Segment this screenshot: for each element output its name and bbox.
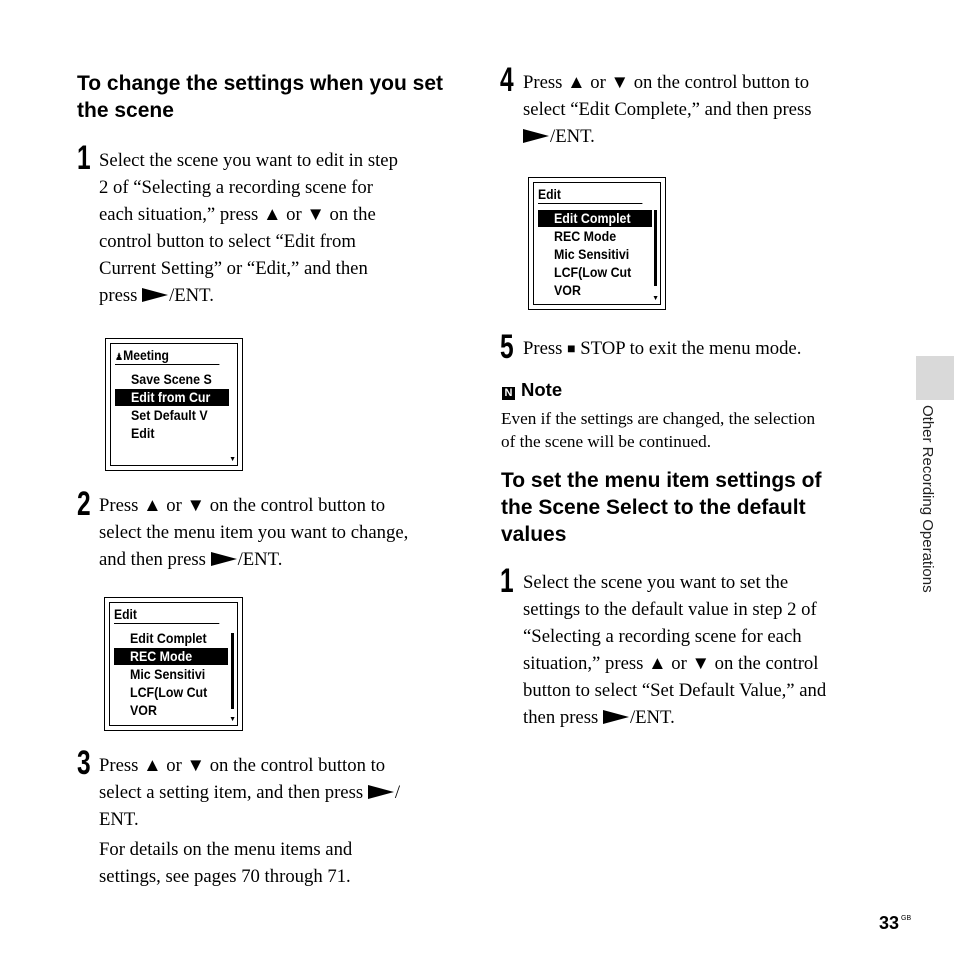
lcd-screen-edit-complete bbox=[528, 177, 666, 310]
play-icon bbox=[142, 288, 168, 302]
note-icon: N bbox=[502, 387, 515, 400]
step-2-text: Press ▲ or ▼ on the control button to select the menu item you want to change, and then press /ENT. bbox=[99, 495, 409, 570]
stop-icon: ■ bbox=[567, 342, 576, 357]
scroll-down-icon: ▼ bbox=[229, 455, 236, 463]
lcd-item: VOR bbox=[554, 283, 581, 298]
step-4-text: Press ▲ or ▼ on the control button to select “Edit Complete,” and then press /ENT. bbox=[523, 72, 812, 147]
step-3-extra-text: For details on the menu items and settings, see pages 70 through 71. bbox=[99, 839, 353, 887]
page-number: 33 $^{GB}$ bbox=[879, 913, 912, 933]
step-number-1: 1 bbox=[77, 139, 91, 177]
lcd-title: Edit bbox=[114, 606, 219, 624]
step-number-1-default: 1 bbox=[500, 562, 514, 600]
lcd-item: Edit Complet bbox=[130, 631, 207, 646]
lcd-title: Edit bbox=[538, 186, 642, 204]
step-number-3: 3 bbox=[77, 744, 91, 782]
note-heading: N Note bbox=[502, 378, 562, 402]
scroll-down-icon: ▼ bbox=[652, 294, 659, 302]
lcd-item: Edit bbox=[131, 426, 155, 441]
lcd-item-selected: REC Mode bbox=[114, 648, 228, 665]
play-icon bbox=[523, 129, 549, 143]
scrollbar bbox=[654, 210, 657, 286]
lcd-item-selected: Edit Complet bbox=[538, 210, 652, 227]
lcd-item: Save Scene S bbox=[131, 372, 212, 387]
step-number-4: 4 bbox=[500, 61, 514, 99]
lcd-item: Set Default V bbox=[131, 408, 208, 423]
step-5-text: Press ■ STOP to exit the menu mode. bbox=[523, 338, 802, 359]
step-1-text: Select the scene you want to edit in step 2 of “Selecting a recording scene for each situation,” press ▲ or ▼ on the control button to select “Edit from Current Setting” or “Edit,” and then press /ENT. bbox=[99, 150, 398, 306]
lcd-item: Mic Sensitivi bbox=[554, 247, 630, 262]
section-heading-default-values: To set the menu item settings of the Scene Select to the default values bbox=[501, 469, 822, 546]
play-icon bbox=[211, 552, 237, 566]
lcd-item-selected: Edit from Cur bbox=[115, 389, 229, 406]
step-number-2: 2 bbox=[77, 485, 91, 523]
step-1-default-text: Select the scene you want to set the settings to the default value in step 2 of “Selecting a recording scene for each situation,” press ▲ or ▼ on the control button to select “Set Default Value,” and then press /ENT. bbox=[523, 572, 827, 728]
scrollbar bbox=[231, 633, 234, 709]
lcd-item: VOR bbox=[130, 703, 157, 718]
step-number-5: 5 bbox=[500, 328, 514, 366]
scroll-down-icon: ▼ bbox=[229, 715, 236, 723]
lcd-item: LCF(Low Cut bbox=[554, 265, 632, 280]
lcd-screen-meeting bbox=[105, 338, 243, 471]
scene-icon: ♟ bbox=[115, 352, 124, 363]
play-icon bbox=[368, 785, 394, 799]
section-label: Other Recording Operations bbox=[919, 405, 936, 593]
step-3-text: Press ▲ or ▼ on the control button to select a setting item, and then press / ENT. bbox=[99, 755, 401, 830]
play-icon bbox=[603, 710, 629, 724]
note-text: Even if the settings are changed, the selection of the scene will be continued. bbox=[501, 409, 816, 451]
lcd-screen-edit-rec-mode bbox=[104, 597, 243, 731]
lcd-item: Mic Sensitivi bbox=[130, 667, 206, 682]
lcd-item: LCF(Low Cut bbox=[130, 685, 208, 700]
section-tab bbox=[916, 356, 954, 400]
lcd-item: REC Mode bbox=[554, 229, 617, 244]
section-heading-change-settings: To change the settings when you set the scene bbox=[77, 72, 443, 122]
lcd-title: ♟Meeting bbox=[115, 347, 219, 365]
